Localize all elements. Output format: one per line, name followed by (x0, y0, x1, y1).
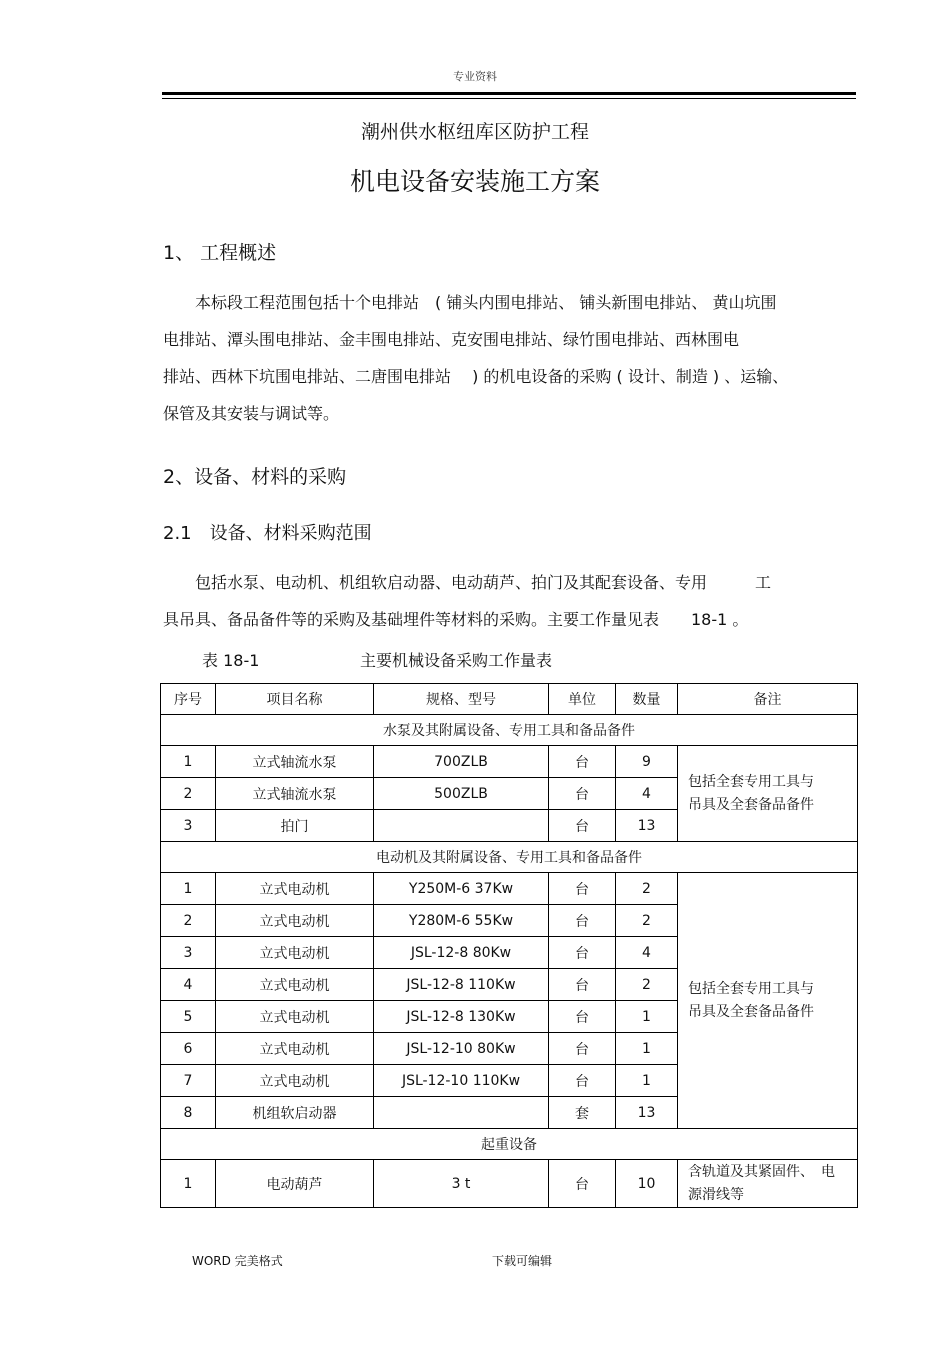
row-number: 3 (161, 810, 216, 842)
quantity: 1 (616, 1065, 678, 1097)
section2-1-heading: 2.1 设备、材料采购范围 (163, 523, 372, 544)
section2-paragraph (163, 564, 863, 638)
column-header: 规格、型号 (374, 684, 549, 715)
spec-model: JSL-12-8 80Kw (374, 937, 549, 969)
spec-model: JSL-12-8 130Kw (374, 1001, 549, 1033)
row-number: 1 (161, 1160, 216, 1208)
section1-heading: 1、 工程概述 (163, 242, 277, 264)
table-row (161, 1160, 858, 1208)
spec-model: JSL-12-10 110Kw (374, 1065, 549, 1097)
unit: 台 (549, 1001, 616, 1033)
quantity: 10 (616, 1160, 678, 1208)
group-title: 起重设备 (161, 1129, 858, 1160)
unit: 台 (549, 937, 616, 969)
spec-model: 3 t (374, 1160, 549, 1208)
paragraph-line: 包括水泵、电动机、机组软启动器、电动葫芦、拍门及其配套设备、专用 工 (163, 573, 772, 592)
item-name: 立式电动机 (216, 1001, 374, 1033)
item-name: 电动葫芦 (216, 1160, 374, 1208)
header-rule-thick (162, 92, 856, 95)
quantity: 1 (616, 1033, 678, 1065)
row-number: 3 (161, 937, 216, 969)
paragraph-line: 排站、西林下坑围电排站、二唐围电排站 ) 的机电设备的采购 ( 设计、制造 ) 、运输、 (163, 367, 789, 386)
group-row (161, 1129, 858, 1160)
remarks: 包括全套专用工具与 吊具及全套备品备件 (678, 873, 858, 1129)
section2-heading: 2、设备、材料的采购 (163, 466, 347, 488)
quantity: 4 (616, 778, 678, 810)
unit: 台 (549, 969, 616, 1001)
item-name: 立式电动机 (216, 873, 374, 905)
section1-paragraph (163, 284, 863, 432)
spec-model: 500ZLB (374, 778, 549, 810)
column-header: 备注 (678, 684, 858, 715)
unit: 台 (549, 778, 616, 810)
row-number: 1 (161, 873, 216, 905)
spec-model: Y250M-6 37Kw (374, 873, 549, 905)
table-row (161, 873, 858, 905)
quantity: 4 (616, 937, 678, 969)
project-title: 潮州供水枢纽库区防护工程 (360, 121, 589, 143)
group-row (161, 842, 858, 873)
paragraph-line: 保管及其安装与调试等。 (163, 404, 340, 423)
quantity: 13 (616, 810, 678, 842)
row-number: 7 (161, 1065, 216, 1097)
header-rule-thin (162, 98, 856, 99)
item-name: 立式电动机 (216, 1033, 374, 1065)
page-header: 专业资料 (453, 70, 497, 83)
row-number: 5 (161, 1001, 216, 1033)
spec-model: 700ZLB (374, 746, 549, 778)
group-title: 电动机及其附属设备、专用工具和备品备件 (161, 842, 858, 873)
item-name: 立式电动机 (216, 969, 374, 1001)
paragraph-line: 电排站、潭头围电排站、金丰围电排站、克安围电排站、绿竹围电排站、西林围电 (163, 330, 740, 349)
unit: 台 (549, 1065, 616, 1097)
item-name: 立式电动机 (216, 937, 374, 969)
quantity: 2 (616, 873, 678, 905)
row-number: 1 (161, 746, 216, 778)
table-row (161, 746, 858, 778)
document-title: 机电设备安装施工方案 (349, 167, 600, 196)
row-number: 6 (161, 1033, 216, 1065)
unit: 台 (549, 746, 616, 778)
quantity: 2 (616, 905, 678, 937)
item-name: 立式轴流水泵 (216, 778, 374, 810)
table-caption-number: 表 18-1 (202, 651, 260, 670)
quantity: 2 (616, 969, 678, 1001)
spec-model: JSL-12-10 80Kw (374, 1033, 549, 1065)
spec-model (374, 1097, 549, 1129)
paragraph-line: 本标段工程范围包括十个电排站 ( 铺头内围电排站、 铺头新围电排站、 黄山坑围 (163, 293, 777, 312)
footer-right: 下载可编辑 (492, 1254, 553, 1268)
item-name: 立式电动机 (216, 905, 374, 937)
unit: 台 (549, 1033, 616, 1065)
quantity: 13 (616, 1097, 678, 1129)
column-header: 数量 (616, 684, 678, 715)
quantity: 9 (616, 746, 678, 778)
remarks: 含轨道及其紧固件、 电 源滑线等 (678, 1160, 858, 1208)
row-number: 8 (161, 1097, 216, 1129)
unit: 台 (549, 810, 616, 842)
unit: 台 (549, 905, 616, 937)
item-name: 拍门 (216, 810, 374, 842)
paragraph-line: 具吊具、备品备件等的采购及基础埋件等材料的采购。主要工作量见表 18-1 。 (163, 610, 749, 629)
table-caption-title: 主要机械设备采购工作量表 (360, 651, 553, 670)
row-number: 2 (161, 905, 216, 937)
unit: 台 (549, 873, 616, 905)
column-header: 项目名称 (216, 684, 374, 715)
spec-model: Y280M-6 55Kw (374, 905, 549, 937)
table-header-row (161, 684, 858, 715)
column-header: 单位 (549, 684, 616, 715)
item-name: 立式电动机 (216, 1065, 374, 1097)
spec-model (374, 810, 549, 842)
equipment-table (160, 683, 858, 1208)
quantity: 1 (616, 1001, 678, 1033)
row-number: 4 (161, 969, 216, 1001)
unit: 台 (549, 1160, 616, 1208)
item-name: 机组软启动器 (216, 1097, 374, 1129)
group-title: 水泵及其附属设备、专用工具和备品备件 (161, 715, 858, 746)
row-number: 2 (161, 778, 216, 810)
item-name: 立式轴流水泵 (216, 746, 374, 778)
column-header: 序号 (161, 684, 216, 715)
unit: 套 (549, 1097, 616, 1129)
remarks: 包括全套专用工具与 吊具及全套备品备件 (678, 746, 858, 842)
group-row (161, 715, 858, 746)
spec-model: JSL-12-8 110Kw (374, 969, 549, 1001)
footer-left: WORD 完美格式 (192, 1254, 283, 1268)
